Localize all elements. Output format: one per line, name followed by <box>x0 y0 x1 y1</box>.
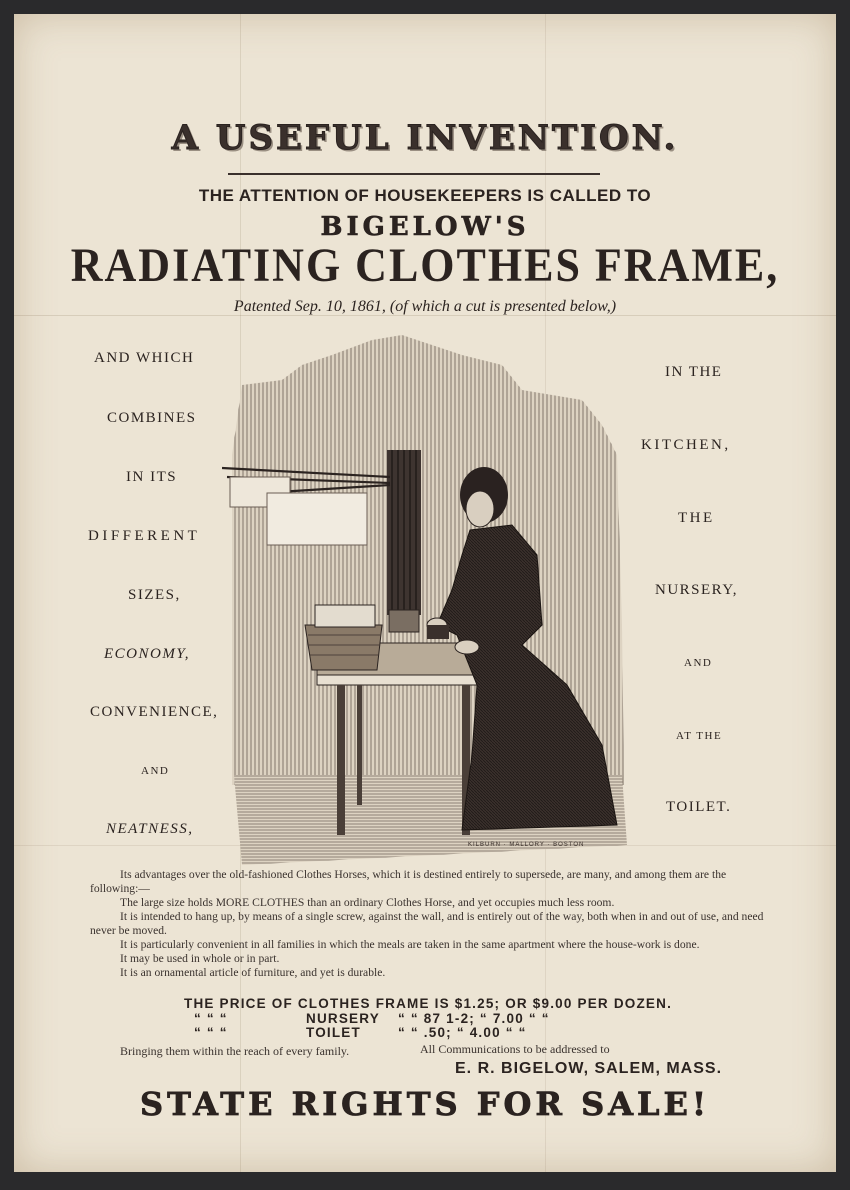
price-line: THE PRICE OF CLOTHES FRAME IS $1.25; OR $9.00 PER DOZEN. <box>184 996 673 1011</box>
right-text: THE <box>678 510 715 526</box>
price-values: “ “ 87 1-2; “ 7.00 “ “ <box>398 1011 550 1026</box>
left-text: AND WHICH <box>94 350 195 366</box>
title-rule <box>228 173 600 175</box>
price-label: TOILET <box>306 1025 361 1040</box>
paragraph: It is intended to hang up, by means of a single screw, against the wall, and is entirely out of the way, both when in and out of use, and need never be moved. <box>90 910 764 937</box>
product-name: RADIATING CLOTHES FRAME, <box>70 239 780 292</box>
paragraph: It is particularly convenient in all families in which the meals are taken in the same apartment where the house-work is done. <box>120 938 700 951</box>
right-text: NURSERY, <box>655 582 739 598</box>
patent-line: Patented Sep. 10, 1861, (of which a cut is presented below,) <box>233 298 617 315</box>
address: E. R. BIGELOW, SALEM, MASS. <box>455 1060 723 1077</box>
price-label: NURSERY <box>306 1011 380 1026</box>
left-text: AND <box>141 765 170 777</box>
communications-text: All Communications to be addressed to <box>420 1042 610 1056</box>
right-text: KITCHEN, <box>641 437 731 453</box>
price-values: “ “ .50; “ 4.00 “ “ <box>398 1025 527 1040</box>
paragraph: It is an ornamental article of furniture, and yet is durable. <box>120 966 386 979</box>
left-text: CONVENIENCE, <box>90 704 219 720</box>
brand-name: BIGELOW'S <box>320 212 530 242</box>
left-text: SIZES, <box>128 587 181 603</box>
sale-banner: STATE RIGHTS FOR SALE! <box>140 1085 710 1123</box>
right-text: AND <box>684 657 713 669</box>
reach-text: Bringing them within the reach of every family. <box>120 1044 350 1058</box>
right-text: IN THE <box>665 364 723 380</box>
left-text: ECONOMY, <box>104 646 191 662</box>
right-text: AT THE <box>676 730 723 742</box>
left-text: COMBINES <box>107 410 197 426</box>
engraver-caption: KILBURN · MALLORY · BOSTON <box>468 842 585 848</box>
paragraph: Its advantages over the old-fashioned Clothes Horses, which it is destined entirely to supersede, are many, and among them are the following:— <box>90 868 727 895</box>
price-ditto: “ “ “ <box>194 1025 228 1040</box>
poster-title: A USEFUL INVENTION. <box>171 118 679 158</box>
paragraph: The large size holds MORE CLOTHES than an ordinary Clothes Horse, and yet occupies much less room. <box>120 896 615 909</box>
left-text: NEATNESS, <box>106 821 194 837</box>
attention-line: THE ATTENTION OF HOUSEKEEPERS IS CALLED TO <box>198 186 652 205</box>
engraving-illustration <box>222 325 634 870</box>
left-text: DIFFERENT <box>88 528 201 544</box>
price-ditto: “ “ “ <box>194 1011 228 1026</box>
left-text: IN ITS <box>126 469 178 485</box>
advantages-text <box>90 868 770 980</box>
right-text: TOILET. <box>666 799 732 815</box>
paragraph: It may be used in whole or in part. <box>120 952 280 965</box>
